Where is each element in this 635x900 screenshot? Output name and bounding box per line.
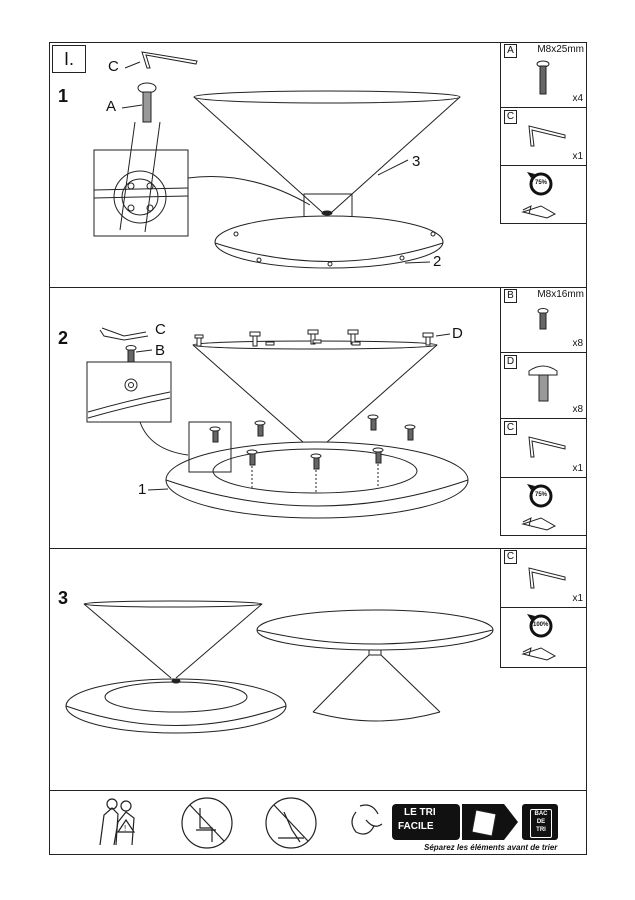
part-letter: C — [504, 421, 517, 435]
logo-text: FACILE — [398, 821, 434, 832]
callout-label: D — [452, 325, 463, 342]
part-letter: A — [504, 44, 517, 58]
part-spec: M8x25mm — [537, 44, 584, 55]
part-qty: x8 — [572, 404, 583, 415]
svg-text:!: ! — [124, 824, 127, 833]
step-number: 2 — [58, 328, 69, 348]
callout-label: C — [108, 58, 119, 75]
paper-icon — [462, 804, 504, 840]
step-number: 1 — [58, 86, 69, 106]
tighten-percent: 100% — [533, 622, 549, 628]
two-person-warning-icon — [100, 799, 134, 845]
callout-label: C — [155, 321, 166, 338]
part-qty: x1 — [572, 151, 583, 162]
no-standing-icon — [266, 798, 316, 848]
callout-label: B — [155, 342, 166, 359]
sorting-caption: Séparez les éléments avant de trier — [424, 843, 558, 852]
bin-text: DE — [536, 819, 546, 825]
no-sitting-icon — [182, 798, 232, 848]
part-qty: x1 — [572, 593, 583, 604]
recycling-arrow-panel — [462, 804, 504, 840]
le-tri-facile-logo — [392, 804, 460, 840]
callout-label: A — [106, 98, 117, 115]
part-qty: x8 — [572, 338, 583, 349]
bac-de-tri-icon — [522, 804, 558, 840]
tighten-percent: 75% — [535, 180, 548, 186]
part-letter: C — [504, 550, 517, 564]
part-letter: C — [504, 110, 517, 124]
logo-text: LE TRI — [404, 807, 436, 818]
callout-label: 3 — [412, 153, 421, 170]
tighten-percent: 75% — [535, 492, 548, 498]
arrow-icon — [504, 804, 518, 840]
callout-label: 2 — [433, 253, 442, 270]
bin-text: TRI — [536, 827, 546, 833]
recycle-icon — [352, 805, 382, 834]
part-letter: B — [504, 289, 517, 303]
callout-label: 1 — [138, 481, 147, 498]
part-qty: x1 — [572, 463, 583, 474]
bin-text: BAC — [534, 811, 548, 817]
section-label: I. — [52, 45, 86, 73]
part-qty: x4 — [572, 93, 583, 104]
part-spec: M8x16mm — [537, 289, 584, 300]
step-number: 3 — [58, 588, 69, 608]
part-letter: D — [504, 355, 517, 369]
